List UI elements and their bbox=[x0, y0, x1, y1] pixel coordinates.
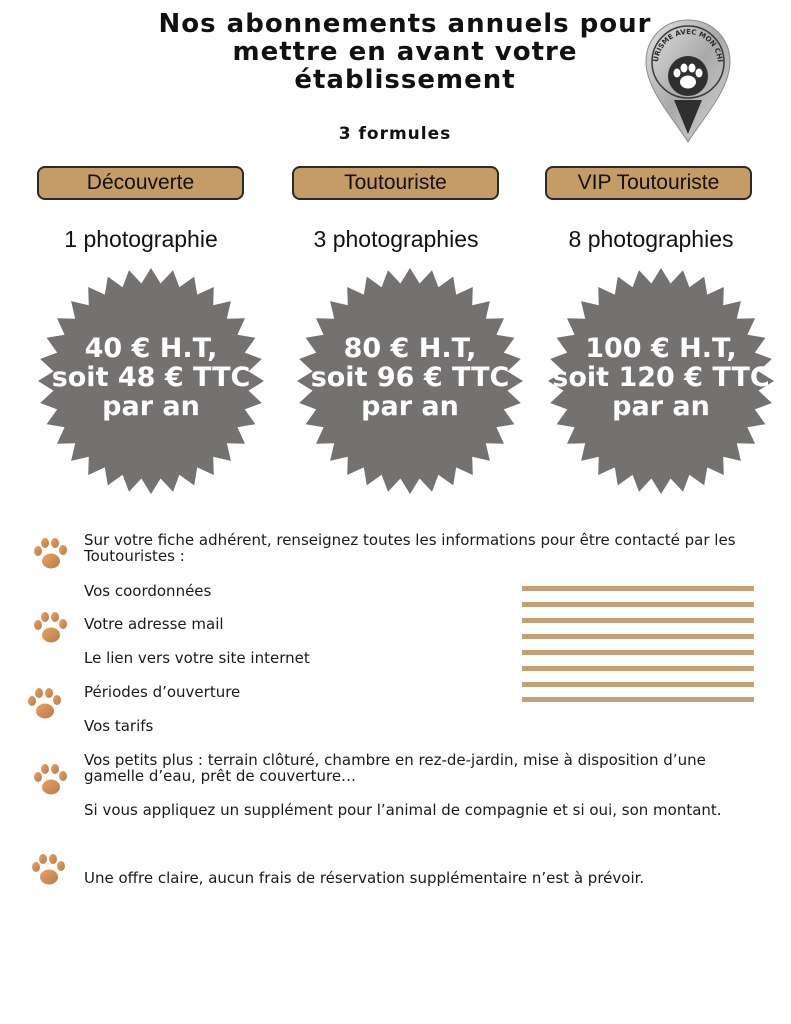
price-period: par an bbox=[102, 391, 200, 422]
price-period: par an bbox=[361, 391, 459, 422]
price-ht: 40 € H.T, bbox=[84, 333, 218, 364]
stripe-line bbox=[522, 602, 754, 607]
decorative-stripes bbox=[522, 586, 754, 702]
paw-icon bbox=[30, 760, 70, 800]
stripe-line bbox=[522, 650, 754, 655]
plan-photos-decouverte: 1 photographie bbox=[64, 226, 218, 252]
info-item-adresse-mail: Votre adresse mail bbox=[84, 615, 224, 633]
paw-icon bbox=[30, 608, 70, 648]
info-intro: Sur votre fiche adhérent, renseignez toutes les informations pour être contacté par les Toutouristes : bbox=[84, 531, 736, 565]
price-ht: 80 € H.T, bbox=[343, 333, 477, 364]
info-item-coordonnees: Vos coordonnées bbox=[84, 582, 212, 600]
stripe-line bbox=[522, 682, 754, 687]
paw-icon bbox=[30, 534, 70, 574]
info-item-periodes: Périodes d’ouverture bbox=[84, 683, 241, 701]
info-item-petits-plus: Vos petits plus : terrain clôturé, chambre en rez-de-jardin, mise à disposition d’une gamelle d’eau, prêt de couverture… bbox=[84, 751, 706, 785]
stripe-line bbox=[522, 666, 754, 671]
price-ttc: soit 120 € TTC bbox=[552, 362, 770, 393]
paw-icon bbox=[28, 850, 68, 890]
price-ttc: soit 96 € TTC bbox=[310, 362, 510, 393]
stripe-line bbox=[522, 697, 754, 702]
paw-icon bbox=[24, 684, 64, 724]
svg-text:TOURISME AVEC MON CHIEN: URISME AVEC MON CHI bbox=[651, 27, 724, 63]
plan-label-toutouriste: Toutouriste bbox=[292, 166, 499, 200]
formulas-count: 3 formules bbox=[338, 124, 452, 144]
plan-photos-vip: 8 photographies bbox=[568, 226, 734, 252]
stripe-line bbox=[522, 586, 754, 591]
price-seal-vip bbox=[546, 266, 776, 496]
price-ttc: soit 48 € TTC bbox=[51, 362, 251, 393]
tourisme-avec-mon-chien-logo bbox=[644, 18, 732, 144]
plan-photos-toutouriste: 3 photographies bbox=[313, 226, 479, 252]
info-item-site-internet: Le lien vers votre site internet bbox=[84, 649, 310, 667]
info-item-tarifs: Vos tarifs bbox=[84, 717, 154, 735]
page-title: Nos abonnements annuels pour mettre en avant votre établissement bbox=[158, 9, 652, 95]
info-item-supplement: Si vous appliquez un supplément pour l’animal de compagnie et si oui, son montant. bbox=[84, 801, 722, 819]
plan-label-decouverte: Découverte bbox=[37, 166, 244, 200]
price-ht: 100 € H.T, bbox=[585, 333, 737, 364]
stripe-line bbox=[522, 618, 754, 623]
plan-label-vip-toutouriste: VIP Toutouriste bbox=[545, 166, 752, 200]
stripe-line bbox=[522, 634, 754, 639]
info-closing: Une offre claire, aucun frais de réservation supplémentaire n’est à prévoir. bbox=[84, 869, 645, 887]
price-period: par an bbox=[612, 391, 710, 422]
price-seal-toutouriste bbox=[295, 266, 525, 496]
price-seal-decouverte bbox=[36, 266, 266, 496]
